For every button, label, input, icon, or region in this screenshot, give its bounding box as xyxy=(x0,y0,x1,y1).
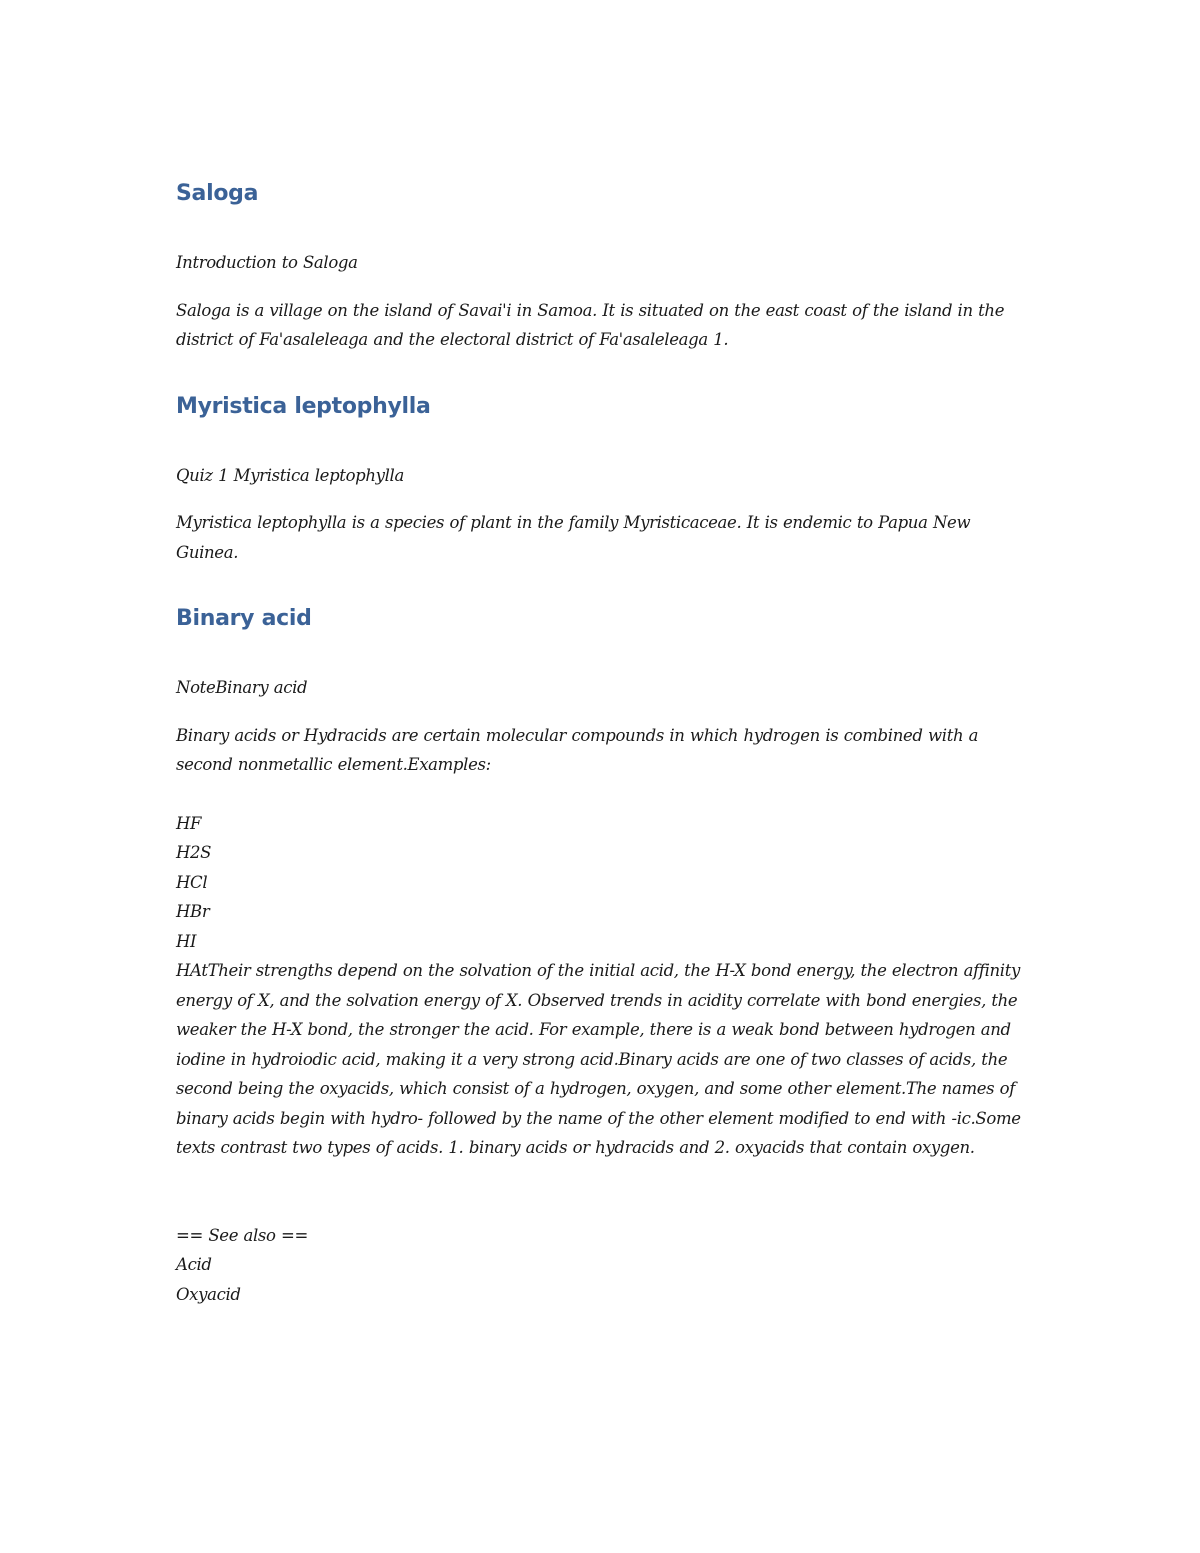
list-item: H2S xyxy=(176,843,212,862)
section-heading-myristica: Myristica leptophylla xyxy=(176,393,431,419)
list-item: HCl xyxy=(176,872,208,892)
document-content xyxy=(176,178,1026,1309)
section-continuation-binary-acid: HAtTheir strengths depend on the solvation of the initial acid, the H-X bond energy, the electron affinity energy of X, and the solvation energy of X. Observed trends in acidity correlate with bond energies, the weaker the H-X bond, the stronger the acid. For example, there is a weak bond between hydrogen and iodine in hydroiodic acid, making it a very strong acid.Binary acids are one of two classes of acids, the second being the oxyacids, which consist of a hydrogen, oxygen, and some other element.The names of binary acids begin with hydro- followed by the name of the other element modified to end with -ic.Some texts contrast two types of acids. 1. binary acids or hydracids and 2. oxyacids that contain oxygen. xyxy=(176,961,1021,1157)
see-also-item-acid: Acid xyxy=(176,1255,212,1274)
section-heading-saloga: Saloga xyxy=(176,181,259,206)
section-body-saloga: Saloga is a village on the island of Savai'i in Samoa. It is situated on the east coast of the island in the district of Fa'asaleleaga and the electoral district of Fa'asaleleaga 1. xyxy=(176,300,1005,349)
section-body-binary-acid: Binary acids or Hydracids are certain molecular compounds in which hydrogen is combined with a second nonmetallic element.Examples: xyxy=(176,725,979,774)
examples-list xyxy=(176,809,1026,957)
see-also-title: == See also == xyxy=(176,1225,308,1245)
see-also-block xyxy=(176,1221,1026,1310)
list-item: HI xyxy=(176,931,197,951)
list-item: HF xyxy=(176,813,202,833)
section-subtitle-myristica: Quiz 1 Myristica leptophylla xyxy=(176,465,404,485)
see-also-item-oxyacid: Oxyacid xyxy=(176,1284,241,1304)
list-item: HBr xyxy=(176,902,210,921)
section-heading-binary-acid: Binary acid xyxy=(176,606,312,631)
section-subtitle-binary-acid: NoteBinary acid xyxy=(176,678,308,697)
section-body-myristica: Myristica leptophylla is a species of plant in the family Myristicaceae. It is endemic to Papua New Guinea. xyxy=(176,513,971,562)
section-subtitle-saloga: Introduction to Saloga xyxy=(176,253,358,272)
